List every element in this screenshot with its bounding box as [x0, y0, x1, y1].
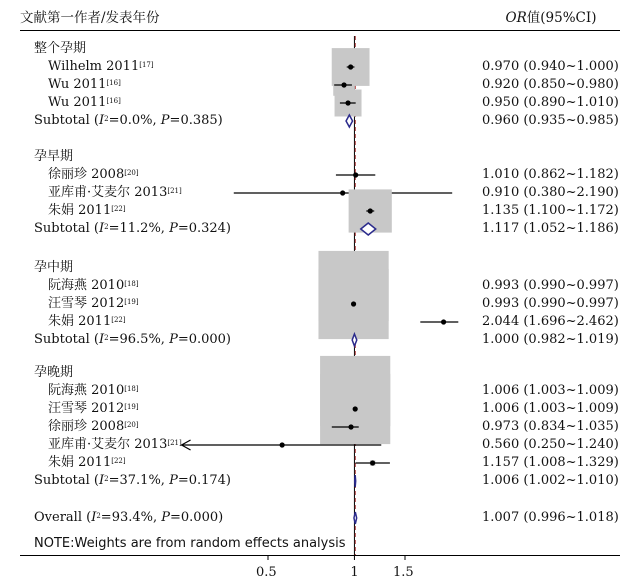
g2-study-1-ref: [19] — [124, 298, 139, 306]
g1-subtotal-label-sup: 2 — [104, 223, 109, 231]
g0-subtotal-label-sup: 2 — [104, 115, 109, 123]
g3-study-2-ci: 0.973 (0.834~1.035) — [482, 419, 619, 434]
g1-study-1-point — [340, 190, 345, 195]
g0-subtotal-label-prefix: Subtotal ( — [34, 113, 99, 128]
g2-study-2-label — [48, 314, 126, 330]
group-title-2: 孕中期 — [34, 260, 74, 275]
g2-study-2-point — [441, 319, 446, 324]
g1-subtotal-label-i2: =11.2%, — [108, 221, 170, 236]
g1-study-0-ref: [20] — [124, 169, 139, 177]
g1-subtotal-label-p: P — [169, 221, 178, 236]
footer-rule — [20, 555, 620, 556]
overall-label — [34, 510, 223, 526]
g3-study-4-ci: 1.157 (1.008~1.329) — [482, 455, 619, 470]
g3-study-0-ref: [18] — [124, 385, 139, 393]
g3-study-3-ref: [21] — [167, 439, 182, 447]
g0-subtotal-label-pval: =0.385) — [169, 113, 223, 128]
group-title-1: 孕早期 — [34, 149, 74, 164]
x-tick-label-2: 1.5 — [393, 565, 414, 580]
g2-subtotal-label-prefix: Subtotal ( — [34, 332, 99, 347]
g0-subtotal-label-i: I — [99, 113, 105, 128]
g0-study-2-label — [48, 95, 121, 111]
g3-study-3-ci: 0.560 (0.250~1.240) — [482, 437, 619, 452]
group-title-0: 整个孕期 — [34, 41, 87, 56]
g3-study-4-author: 朱娟 2011 — [48, 455, 112, 470]
g2-study-2-ci: 2.044 (1.696~2.462) — [482, 314, 619, 329]
g0-study-1-author: Wu 2011 — [48, 77, 107, 92]
g3-study-3-label — [48, 437, 182, 453]
header-or-italic: OR — [505, 10, 527, 26]
overall-label-pval: =0.000) — [170, 510, 224, 525]
g2-study-1-ci: 0.993 (0.990~0.997) — [482, 296, 619, 311]
overall-diamond — [354, 512, 357, 524]
footnote: NOTE:Weights are from random effects analysis — [34, 536, 346, 551]
g3-study-0-label — [48, 383, 139, 399]
g3-subtotal-label-prefix: Subtotal ( — [34, 473, 99, 488]
g1-study-2-ref: [22] — [111, 205, 126, 213]
g1-study-1-author: 亚库甫·艾麦尔 2013 — [48, 185, 168, 200]
g3-subtotal-label-i2: =37.1%, — [108, 473, 170, 488]
g0-study-1-ci: 0.920 (0.850~0.980) — [482, 77, 619, 92]
g1-subtotal-label-prefix: Subtotal ( — [34, 221, 99, 236]
header-or-suffix: 值(95%CI) — [526, 10, 597, 26]
header-study-column: 文献第一作者/发表年份 — [20, 10, 160, 26]
g3-study-1-label — [48, 401, 139, 417]
g2-study-0-ci: 0.993 (0.990~0.997) — [482, 278, 619, 293]
g1-subtotal-label — [34, 221, 231, 237]
g2-subtotal-label-pval: =0.000) — [177, 332, 232, 347]
g0-study-1-ref: [16] — [106, 79, 121, 87]
g3-study-3-author: 亚库甫·艾麦尔 2013 — [48, 437, 168, 452]
g0-subtotal-label — [34, 113, 223, 129]
g1-study-2-label — [48, 203, 126, 219]
g2-subtotal-label-i2: =96.5%, — [108, 332, 170, 347]
overall-label-sup: 2 — [96, 512, 101, 520]
g1-study-1-ref: [21] — [167, 187, 182, 195]
g3-subtotal-label-pval: =0.174) — [177, 473, 232, 488]
g0-study-2-point — [345, 100, 350, 105]
g0-study-0-author: Wilhelm 2011 — [48, 59, 140, 74]
g3-study-0-ci: 1.006 (1.003~1.009) — [482, 383, 619, 398]
g0-subtotal-diamond — [346, 115, 352, 127]
group-title-3: 孕晚期 — [34, 365, 74, 380]
g2-subtotal-label — [34, 332, 231, 348]
g3-study-4-ref: [22] — [111, 457, 126, 465]
g3-subtotal-diamond — [355, 475, 356, 487]
g0-study-2-author: Wu 2011 — [48, 95, 107, 110]
g0-study-2-ref: [16] — [106, 97, 121, 105]
x-tick-label-0: 0.5 — [256, 565, 277, 580]
g0-study-0-label — [48, 59, 154, 75]
x-tick-label-1: 1 — [350, 565, 359, 580]
g3-study-1-author: 汪雪琴 2012 — [48, 401, 125, 416]
g1-study-1-ci: 0.910 (0.380~2.190) — [482, 185, 619, 200]
g1-subtotal-label-pval: =0.324) — [177, 221, 232, 236]
g2-subtotal-label-p: P — [169, 332, 178, 347]
g3-study-2-label — [48, 419, 139, 435]
g2-study-0-label — [48, 278, 139, 294]
g1-study-2-author: 朱娟 2011 — [48, 203, 112, 218]
g1-subtotal-ci: 1.117 (1.052~1.186) — [482, 221, 619, 236]
g1-study-0-point — [353, 172, 358, 177]
g2-study-0-ref: [18] — [124, 280, 139, 288]
g0-subtotal-label-p: P — [160, 113, 170, 128]
g1-study-1-label — [48, 185, 182, 201]
g2-subtotal-label-i: I — [99, 332, 105, 347]
g1-study-2-point — [368, 208, 373, 213]
g1-subtotal-label-i: I — [99, 221, 105, 236]
g0-study-0-ref: [17] — [139, 61, 154, 69]
g0-subtotal-label-i2: =0.0%, — [108, 113, 161, 128]
g0-subtotal-ci: 0.960 (0.935~0.985) — [482, 113, 619, 128]
g3-study-1-ref: [19] — [124, 403, 139, 411]
g0-study-2-ci: 0.950 (0.890~1.010) — [482, 95, 619, 110]
g3-study-2-point — [348, 424, 353, 429]
g0-study-0-ci: 0.970 (0.940~1.000) — [482, 59, 619, 74]
g2-study-2-ref: [22] — [111, 316, 126, 324]
g3-study-0-author: 阮海燕 2010 — [48, 383, 125, 398]
g0-study-1-label — [48, 77, 121, 93]
g3-subtotal-label-p: P — [169, 473, 178, 488]
g2-study-1-author: 汪雪琴 2012 — [48, 296, 125, 311]
g2-subtotal-ci: 1.000 (0.982~1.019) — [482, 332, 619, 347]
g1-study-2-ci: 1.135 (1.100~1.172) — [482, 203, 619, 218]
overall-label-p: P — [161, 510, 171, 525]
g2-study-1-label — [48, 296, 139, 312]
g2-study-1-point — [351, 301, 356, 306]
g3-study-4-point — [370, 460, 375, 465]
g3-study-1-point — [353, 406, 358, 411]
overall-label-prefix: Overall ( — [34, 510, 92, 525]
g1-study-0-label — [48, 167, 139, 183]
g3-study-1-ci: 1.006 (1.003~1.009) — [482, 401, 619, 416]
g3-study-3-point — [280, 442, 285, 447]
g3-study-4-label — [48, 455, 126, 471]
g2-subtotal-label-sup: 2 — [104, 334, 109, 342]
overall-ci: 1.007 (0.996~1.018) — [482, 510, 619, 525]
g2-study-0-author: 阮海燕 2010 — [48, 278, 125, 293]
g3-subtotal-ci: 1.006 (1.002~1.010) — [482, 473, 619, 488]
g0-study-1-point — [341, 82, 346, 87]
g3-study-2-author: 徐丽珍 2008 — [48, 419, 125, 434]
g3-study-2-ref: [20] — [124, 421, 139, 429]
g0-study-0-point — [348, 64, 353, 69]
g1-study-0-author: 徐丽珍 2008 — [48, 167, 125, 182]
overall-label-i: I — [91, 510, 97, 525]
g3-subtotal-label — [34, 473, 231, 489]
g3-subtotal-label-i: I — [99, 473, 105, 488]
g2-study-2-author: 朱娟 2011 — [48, 314, 112, 329]
g1-study-0-ci: 1.010 (0.862~1.182) — [482, 167, 619, 182]
overall-label-i2: =93.4%, — [100, 510, 162, 525]
g3-subtotal-label-sup: 2 — [104, 475, 109, 483]
